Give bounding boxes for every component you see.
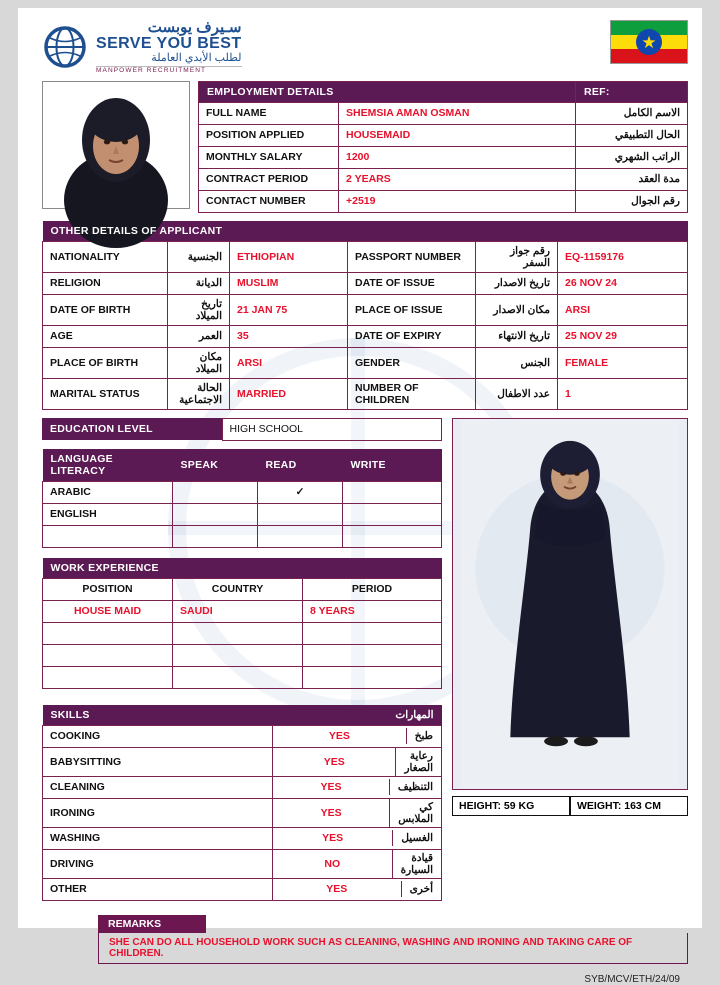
skill-label: CLEANING xyxy=(43,776,273,798)
work-experience-title: WORK EXPERIENCE xyxy=(43,558,442,579)
language-read-cell: ✓ xyxy=(258,481,343,503)
table-row xyxy=(43,776,442,798)
work-experience-table xyxy=(42,558,442,689)
brand-arabic-title: سـيرف يوبست xyxy=(147,19,242,36)
gender-arabic: الجنس xyxy=(476,347,558,378)
language-read-cell xyxy=(258,503,343,525)
work-period-value: 8 YEARS xyxy=(303,600,442,622)
skill-value: NO xyxy=(273,850,392,878)
contact-number-label: CONTACT NUMBER xyxy=(199,190,339,212)
age-label: AGE xyxy=(43,325,168,347)
remarks-title: REMARKS xyxy=(98,915,206,933)
skill-arabic: قيادة السيارة xyxy=(400,851,433,876)
other-details-title: OTHER DETAILS OF APPLICANT xyxy=(43,221,688,242)
company-brand xyxy=(42,20,242,75)
skill-arabic: رعاية الصغار xyxy=(404,749,433,774)
other-details-table xyxy=(42,221,688,410)
table-row xyxy=(43,747,442,776)
place-of-issue-label: PLACE OF ISSUE xyxy=(348,294,476,325)
document-header xyxy=(18,8,702,81)
work-period-value xyxy=(303,666,442,688)
table-row xyxy=(43,666,442,688)
age-arabic: العمر xyxy=(168,325,230,347)
nationality-value: ETHIOPIAN xyxy=(230,241,348,272)
table-row xyxy=(43,481,442,503)
place-of-birth-arabic: مكان الميلاد xyxy=(168,347,230,378)
work-col-period: PERIOD xyxy=(303,578,442,600)
number-of-children-value: 1 xyxy=(558,378,688,409)
language-speak-cell xyxy=(173,525,258,547)
place-of-birth-value: ARSI xyxy=(230,347,348,378)
number-of-children-label: NUMBER OF CHILDREN xyxy=(348,378,476,409)
measurements-row xyxy=(452,796,688,816)
table-row xyxy=(43,725,442,747)
education-value: HIGH SCHOOL xyxy=(222,418,442,440)
height-value: HEIGHT: 59 KG xyxy=(452,796,570,816)
education-title: EDUCATION LEVEL xyxy=(42,418,222,440)
table-row xyxy=(43,827,442,849)
globe-logo-icon xyxy=(42,24,88,70)
language-col-speak: SPEAK xyxy=(173,449,258,482)
nationality-label: NATIONALITY xyxy=(43,241,168,272)
skill-arabic: التنظيف xyxy=(397,781,433,794)
table-row xyxy=(43,622,442,644)
ethiopia-flag-icon xyxy=(610,20,688,64)
applicant-portrait-photo xyxy=(42,81,190,209)
table-row xyxy=(43,600,442,622)
lower-section xyxy=(18,410,702,901)
religion-value: MUSLIM xyxy=(230,272,348,294)
skill-label: WASHING xyxy=(43,827,273,849)
religion-label: RELIGION xyxy=(43,272,168,294)
date-of-expiry-label: DATE OF EXPIRY xyxy=(348,325,476,347)
age-value: 35 xyxy=(230,325,348,347)
contract-period-value: 2 YEARS xyxy=(339,168,576,190)
employment-details-table xyxy=(198,81,688,213)
remarks-section xyxy=(18,901,702,964)
language-write-cell xyxy=(343,481,442,503)
contract-period-arabic: مدة العقد xyxy=(576,168,688,190)
skills-title-arabic: المهارات xyxy=(273,705,442,726)
language-speak-cell xyxy=(173,503,258,525)
skill-label: BABYSITTING xyxy=(43,747,273,776)
gender-value: FEMALE xyxy=(558,347,688,378)
place-of-issue-arabic: مكان الاصدار xyxy=(476,294,558,325)
flag-star-icon: ★ xyxy=(636,29,662,55)
monthly-salary-label: MONTHLY SALARY xyxy=(199,146,339,168)
language-write-cell xyxy=(343,503,442,525)
skill-arabic: أخرى xyxy=(409,883,433,896)
language-read-cell xyxy=(258,525,343,547)
skills-table xyxy=(42,705,442,901)
brand-tagline: MANPOWER RECRUITMENT xyxy=(96,66,242,75)
work-position-value xyxy=(43,622,173,644)
skill-arabic: الغسيل xyxy=(401,832,433,845)
date-of-birth-arabic: تاريخ الميلاد xyxy=(168,294,230,325)
table-row xyxy=(43,525,442,547)
work-period-value xyxy=(303,622,442,644)
applicant-fullbody-photo xyxy=(452,418,688,790)
work-position-value: HOUSE MAID xyxy=(43,600,173,622)
skill-value: YES xyxy=(273,830,393,846)
skill-label: DRIVING xyxy=(43,849,273,878)
contact-number-value: +2519 xyxy=(339,190,576,212)
table-row xyxy=(43,644,442,666)
date-of-expiry-arabic: تاريخ الانتهاء xyxy=(476,325,558,347)
work-col-position: POSITION xyxy=(43,578,173,600)
contract-period-label: CONTRACT PERIOD xyxy=(199,168,339,190)
cv-document xyxy=(18,8,702,985)
employment-title: EMPLOYMENT DETAILS xyxy=(199,81,576,102)
table-row xyxy=(43,503,442,525)
passport-number-label: PASSPORT NUMBER xyxy=(348,241,476,272)
brand-arabic-subtitle: لطلب الأيدي العاملة xyxy=(151,51,242,64)
language-name: ARABIC xyxy=(43,481,173,503)
place-of-issue-value: ARSI xyxy=(558,294,688,325)
ref-label: REF: xyxy=(576,81,688,102)
table-row xyxy=(43,849,442,878)
date-of-issue-label: DATE OF ISSUE xyxy=(348,272,476,294)
skill-value: YES xyxy=(273,881,401,897)
number-of-children-arabic: عدد الاطفال xyxy=(476,378,558,409)
language-literacy-table xyxy=(42,449,442,548)
education-table xyxy=(42,418,442,441)
skill-value: YES xyxy=(273,779,389,795)
monthly-salary-value: 1200 xyxy=(339,146,576,168)
work-period-value xyxy=(303,644,442,666)
passport-number-value: EQ-1159176 xyxy=(558,241,688,272)
position-applied-value: HOUSEMAID xyxy=(339,124,576,146)
skill-value: YES xyxy=(273,748,396,776)
religion-arabic: الديانة xyxy=(168,272,230,294)
date-of-birth-label: DATE OF BIRTH xyxy=(43,294,168,325)
date-of-issue-value: 26 NOV 24 xyxy=(558,272,688,294)
language-speak-cell xyxy=(173,481,258,503)
employment-section xyxy=(18,81,702,213)
work-country-value xyxy=(173,666,303,688)
monthly-salary-arabic: الراتب الشهري xyxy=(576,146,688,168)
skill-label: OTHER xyxy=(43,878,273,900)
language-col-read: READ xyxy=(258,449,343,482)
document-reference: SYB/MCV/ETH/24/09 xyxy=(584,973,680,985)
weight-value: WEIGHT: 163 CM xyxy=(570,796,688,816)
nationality-arabic: الجنسية xyxy=(168,241,230,272)
position-applied-arabic: الحال التطبيقي xyxy=(576,124,688,146)
marital-status-label: MARITAL STATUS xyxy=(43,378,168,409)
language-name xyxy=(43,525,173,547)
work-country-value: SAUDI xyxy=(173,600,303,622)
work-col-country: COUNTRY xyxy=(173,578,303,600)
language-title: LANGUAGE LITERACY xyxy=(43,449,173,482)
work-position-value xyxy=(43,644,173,666)
date-of-birth-value: 21 JAN 75 xyxy=(230,294,348,325)
language-col-write: WRITE xyxy=(343,449,442,482)
marital-status-arabic: الحالة الاجتماعية xyxy=(168,378,230,409)
place-of-birth-label: PLACE OF BIRTH xyxy=(43,347,168,378)
work-position-value xyxy=(43,666,173,688)
table-row xyxy=(43,878,442,900)
remarks-text: SHE CAN DO ALL HOUSEHOLD WORK SUCH AS CLEANING, WASHING AND IRONING AND TAKING CARE OF CHILDREN. xyxy=(98,933,688,964)
language-name: ENGLISH xyxy=(43,503,173,525)
passport-number-arabic: رقم جواز السفر xyxy=(476,241,558,272)
skill-label: IRONING xyxy=(43,798,273,827)
gender-label: GENDER xyxy=(348,347,476,378)
date-of-expiry-value: 25 NOV 29 xyxy=(558,325,688,347)
skill-value: YES xyxy=(273,728,406,744)
language-write-cell xyxy=(343,525,442,547)
skill-value: YES xyxy=(273,799,390,827)
full-name-arabic: الاسم الكامل xyxy=(576,102,688,124)
skill-arabic: كي الملابس xyxy=(398,800,433,825)
skill-arabic: طبخ xyxy=(414,730,433,743)
skills-title: SKILLS xyxy=(43,705,273,726)
brand-english-title: SERVE YOU BEST xyxy=(96,34,242,52)
work-country-value xyxy=(173,622,303,644)
date-of-issue-arabic: تاريخ الاصدار xyxy=(476,272,558,294)
contact-number-arabic: رقم الجوال xyxy=(576,190,688,212)
skill-label: COOKING xyxy=(43,725,273,747)
marital-status-value: MARRIED xyxy=(230,378,348,409)
full-name-label: FULL NAME xyxy=(199,102,339,124)
position-applied-label: POSITION APPLIED xyxy=(199,124,339,146)
table-row xyxy=(43,798,442,827)
full-name-value: SHEMSIA AMAN OSMAN xyxy=(339,102,576,124)
work-country-value xyxy=(173,644,303,666)
